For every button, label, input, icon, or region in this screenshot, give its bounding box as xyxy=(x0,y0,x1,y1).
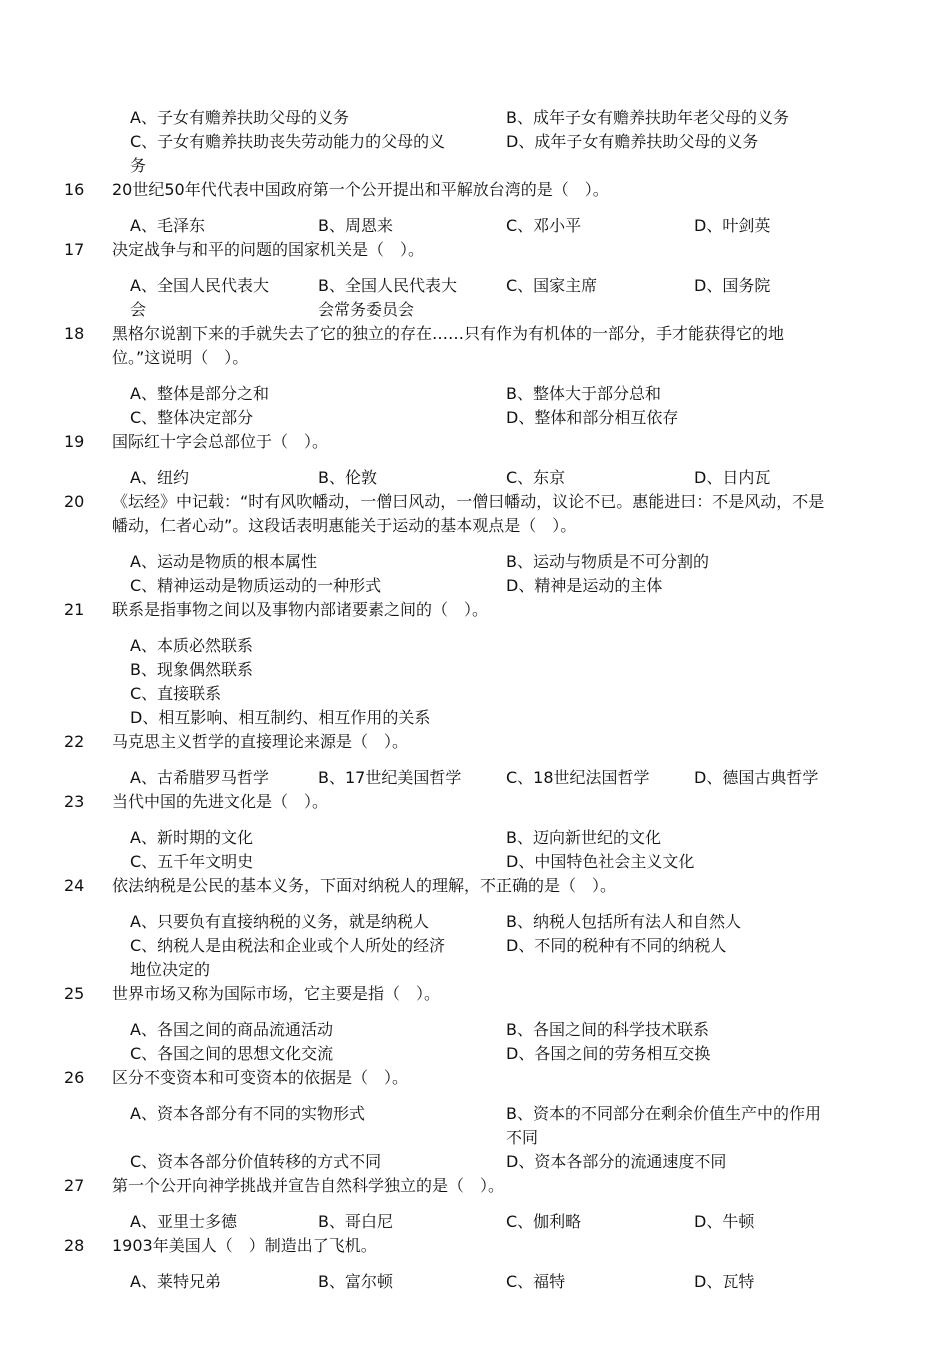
question-number: 17 xyxy=(64,240,85,259)
option-b: B、哥白尼 xyxy=(318,1212,393,1231)
question-text: 区分不变资本和可变资本的依据是（ ）。 xyxy=(112,1068,409,1087)
option-c: C、五千年文明史 xyxy=(130,852,254,871)
option-d: D、精神是运动的主体 xyxy=(506,576,663,595)
option-a: A、运动是物质的根本属性 xyxy=(130,552,317,571)
question-text: 《坛经》中记载：“时有风吹幡动，一僧曰风动，一僧曰幡动，议论不已。惠能进曰：不是风动，不是 xyxy=(112,492,825,511)
option-a: A、本质必然联系 xyxy=(130,636,253,655)
option-b: B、周恩来 xyxy=(318,216,393,235)
option-c: C、各国之间的思想文化交流 xyxy=(130,1044,334,1063)
option-c: C、资本各部分价值转移的方式不同 xyxy=(130,1152,382,1171)
option-c: C、18世纪法国哲学 xyxy=(506,768,650,787)
question-text: 20世纪50年代代表中国政府第一个公开提出和平解放台湾的是（ ）。 xyxy=(112,180,609,199)
question-number: 16 xyxy=(64,180,85,199)
option-b: B、伦敦 xyxy=(318,468,377,487)
option-c: C、福特 xyxy=(506,1272,566,1291)
option-c-cont: 务 xyxy=(130,156,147,175)
option-a: A、新时期的文化 xyxy=(130,828,253,847)
question-text: 国际红十字会总部位于（ ）。 xyxy=(112,432,329,451)
option-c: C、子女有赡养扶助丧失劳动能力的父母的义 xyxy=(130,132,446,151)
option-b: B、成年子女有赡养扶助年老父母的义务 xyxy=(506,108,789,127)
option-a: A、纽约 xyxy=(130,468,189,487)
option-b: B、富尔顿 xyxy=(318,1272,393,1291)
question-number: 22 xyxy=(64,732,85,751)
option-c: C、精神运动是物质运动的一种形式 xyxy=(130,576,382,595)
question-text: 依法纳税是公民的基本义务，下面对纳税人的理解，不正确的是（ ）。 xyxy=(112,876,617,895)
option-a-cont: 会 xyxy=(130,300,147,319)
option-d: D、成年子女有赡养扶助父母的义务 xyxy=(506,132,759,151)
option-c-cont: 地位决定的 xyxy=(130,960,211,979)
question-text-cont: 幡动，仁者心动”。这段话表明惠能关于运动的基本观点是（ ）。 xyxy=(112,516,577,535)
question-number: 21 xyxy=(64,600,85,619)
option-a: A、只要负有直接纳税的义务，就是纳税人 xyxy=(130,912,429,931)
option-b-cont: 不同 xyxy=(506,1128,539,1147)
option-b-cont: 会常务委员会 xyxy=(318,300,415,319)
option-a: A、各国之间的商品流通活动 xyxy=(130,1020,333,1039)
option-a: A、子女有赡养扶助父母的义务 xyxy=(130,108,349,127)
question-text-cont: 位。”这说明（ ）。 xyxy=(112,348,249,367)
option-b: B、17世纪美国哲学 xyxy=(318,768,462,787)
question-number: 26 xyxy=(64,1068,85,1087)
option-d: D、资本各部分的流通速度不同 xyxy=(506,1152,727,1171)
question-text: 黑格尔说割下来的手就失去了它的独立的存在……只有作为有机体的一部分，手才能获得它的地 xyxy=(112,324,785,343)
option-d: D、瓦特 xyxy=(694,1272,755,1291)
option-b: B、整体大于部分总和 xyxy=(506,384,661,403)
question-number: 25 xyxy=(64,984,85,1003)
option-c: C、国家主席 xyxy=(506,276,598,295)
option-a: A、资本各部分有不同的实物形式 xyxy=(130,1104,365,1123)
option-b: B、运动与物质是不可分割的 xyxy=(506,552,709,571)
question-text: 决定战争与和平的问题的国家机关是（ ）。 xyxy=(112,240,425,259)
option-d: D、德国古典哲学 xyxy=(694,768,819,787)
question-number: 20 xyxy=(64,492,85,511)
question-text: 第一个公开向神学挑战并宣告自然科学独立的是（ ）。 xyxy=(112,1176,505,1195)
option-a: A、毛泽东 xyxy=(130,216,205,235)
option-a: A、整体是部分之和 xyxy=(130,384,269,403)
option-d: D、各国之间的劳务相互交换 xyxy=(506,1044,711,1063)
question-number: 24 xyxy=(64,876,85,895)
option-c: C、东京 xyxy=(506,468,566,487)
question-text: 马克思主义哲学的直接理论来源是（ ）。 xyxy=(112,732,409,751)
option-d: D、叶剑英 xyxy=(694,216,771,235)
option-d: D、整体和部分相互依存 xyxy=(506,408,679,427)
option-b: B、迈向新世纪的文化 xyxy=(506,828,661,847)
option-d: D、牛顿 xyxy=(694,1212,755,1231)
question-number: 27 xyxy=(64,1176,85,1195)
option-a: A、全国人民代表大 xyxy=(130,276,269,295)
option-c: C、伽利略 xyxy=(506,1212,582,1231)
option-d: D、中国特色社会主义文化 xyxy=(506,852,695,871)
question-text: 世界市场又称为国际市场，它主要是指（ ）。 xyxy=(112,984,441,1003)
option-d: D、不同的税种有不同的纳税人 xyxy=(506,936,727,955)
option-d: D、日内瓦 xyxy=(694,468,771,487)
option-b: B、资本的不同部分在剩余价值生产中的作用 xyxy=(506,1104,821,1123)
question-text: 当代中国的先进文化是（ ）。 xyxy=(112,792,329,811)
option-a: A、古希腊罗马哲学 xyxy=(130,768,269,787)
option-a: A、莱特兄弟 xyxy=(130,1272,221,1291)
option-c: C、邓小平 xyxy=(506,216,582,235)
question-number: 19 xyxy=(64,432,85,451)
option-b: B、各国之间的科学技术联系 xyxy=(506,1020,709,1039)
question-number: 28 xyxy=(64,1236,85,1255)
question-number: 23 xyxy=(64,792,85,811)
question-text: 联系是指事物之间以及事物内部诸要素之间的（ ）。 xyxy=(112,600,489,619)
option-c: C、纳税人是由税法和企业或个人所处的经济 xyxy=(130,936,446,955)
option-c: C、整体决定部分 xyxy=(130,408,254,427)
question-number: 18 xyxy=(64,324,85,343)
option-d: D、国务院 xyxy=(694,276,771,295)
question-text: 1903年美国人（ ）制造出了飞机。 xyxy=(112,1236,377,1255)
option-d: D、相互影响、相互制约、相互作用的关系 xyxy=(130,708,431,727)
option-a: A、亚里士多德 xyxy=(130,1212,237,1231)
option-b: B、现象偶然联系 xyxy=(130,660,253,679)
option-c: C、直接联系 xyxy=(130,684,222,703)
option-b: B、全国人民代表大 xyxy=(318,276,457,295)
option-b: B、纳税人包括所有法人和自然人 xyxy=(506,912,741,931)
